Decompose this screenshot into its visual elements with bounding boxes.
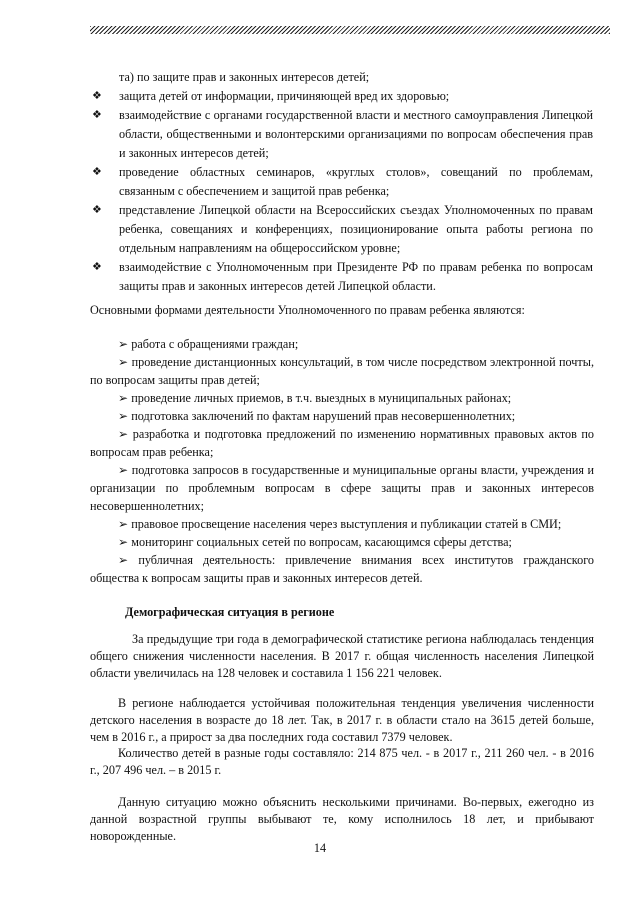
forms-intro: Основными формами деятельности Уполномоченного по правам ребенка являются:: [90, 303, 525, 317]
diamond-bullet-icon: ❖: [92, 261, 102, 273]
arrow-item-text: подготовка заключений по фактам нарушений прав несовершеннолетних;: [131, 409, 516, 423]
arrow-item-text: работа с обращениями граждан;: [131, 337, 299, 351]
diamond-bullet-icon: ❖: [92, 166, 102, 178]
body-paragraph: За предыдущие три года в демографической статистике региона наблюдалась тенденция общего снижения численности населения. В 2017 г. общая численность населения Липецкой области увеличилась на 128 человек и составила 1 156 221 человек.: [90, 632, 594, 680]
bullet-text: взаимодействие с Уполномоченным при Президенте РФ по правам ребенка по вопросам защиты прав и законных интересов детей Липецкой области.: [119, 260, 593, 293]
arrow-bullet-icon: ➢: [118, 535, 132, 549]
body-paragraph: Данную ситуацию можно объяснить несколькими причинами. Во-первых, ежегодно из данной возрастной группы выбывают те, кому исполнилось 18 лет, и прибывают новорожденные.: [90, 795, 594, 843]
arrow-item-text: разработка и подготовка предложений по изменению нормативных правовых актов по вопросам прав ребенка;: [90, 427, 594, 459]
diamond-bullet-icon: ❖: [92, 109, 102, 121]
bullet-item: [92, 163, 593, 201]
arrow-bullet-icon: ➢: [118, 427, 133, 441]
diamond-bullet-icon: ❖: [92, 204, 102, 216]
arrow-bullet-icon: ➢: [118, 463, 132, 477]
bullet-list-section: [0, 68, 640, 296]
bullet-item: [92, 106, 593, 163]
arrow-item: [90, 461, 594, 515]
arrow-item-text: проведение дистанционных консультаций, в том числе посредством электронной почты, по вопросам защиты прав детей;: [90, 355, 594, 387]
section-heading: Демографическая ситуация в регионе: [125, 605, 335, 619]
arrow-bullet-icon: ➢: [118, 517, 132, 531]
bullet-item: [92, 258, 593, 296]
continuation-line: та) по защите прав и законных интересов детей;: [119, 70, 370, 84]
arrow-bullet-icon: ➢: [118, 355, 132, 369]
body-paragraph: Количество детей в разные годы составляло: 214 875 чел. - в 2017 г., 211 260 чел. - в 2016 г., 207 496 чел. – в 2015 г.: [90, 746, 594, 777]
arrow-item: [90, 407, 594, 425]
arrow-list-section: [0, 335, 640, 587]
arrow-item-text: публичная деятельность: привлечение внимания всех институтов гражданского общества к вопросам защиты прав и законных интересов детей.: [90, 553, 594, 585]
arrow-item-text: подготовка запросов в государственные и муниципальные органы власти, учреждения и организации по проблемным вопросам в сфере защиты прав и законных интересов несовершеннолетних;: [90, 463, 594, 513]
bullet-text: представление Липецкой области на Всероссийских съездах Уполномоченных по правам ребенка, совещаниях и конференциях, позиционирование опыта работы региона по отдельным направлениям на общероссийском уровне;: [119, 203, 593, 255]
arrow-bullet-icon: ➢: [118, 553, 139, 567]
arrow-item: [90, 515, 594, 533]
bullet-text: взаимодействие с органами государственной власти и местного самоуправления Липецкой области, общественными и волонтерскими организациями по вопросам обеспечения прав и законных интересов детей;: [119, 108, 593, 160]
arrow-item-text: проведение личных приемов, в т.ч. выездных в муниципальных районах;: [131, 391, 512, 405]
bullet-text: защита детей от информации, причиняющей вред их здоровью;: [119, 89, 450, 103]
page-number: 14: [313, 841, 327, 855]
header-hatch-rule: [90, 26, 610, 34]
bullet-item: [92, 201, 593, 258]
arrow-item: [90, 335, 594, 353]
arrow-item-text: правовое просвещение населения через выступления и публикации статей в СМИ;: [131, 517, 562, 531]
arrow-bullet-icon: ➢: [118, 391, 132, 405]
arrow-bullet-icon: ➢: [118, 409, 132, 423]
body-paragraph: В регионе наблюдается устойчивая положительная тенденция увеличения численности детского населения в возрасте до 18 лет. Так, в 2017 г. в области стало на 3615 детей больше, чем в 2016 г., а прирост за два последних года составил 7379 человек.: [90, 696, 594, 744]
arrow-item: [90, 425, 594, 461]
arrow-bullet-icon: ➢: [118, 337, 132, 351]
bullet-item: [92, 87, 593, 106]
bullet-text: проведение областных семинаров, «круглых столов», совещаний по проблемам, связанным с обеспечением и защитой прав ребенка;: [119, 165, 593, 198]
arrow-item: [90, 551, 594, 587]
arrow-item-text: мониторинг социальных сетей по вопросам, касающимся сферы детства;: [131, 535, 512, 549]
arrow-item: [90, 533, 594, 551]
arrow-item: [90, 389, 594, 407]
diamond-bullet-icon: ❖: [92, 90, 102, 102]
arrow-item: [90, 353, 594, 389]
